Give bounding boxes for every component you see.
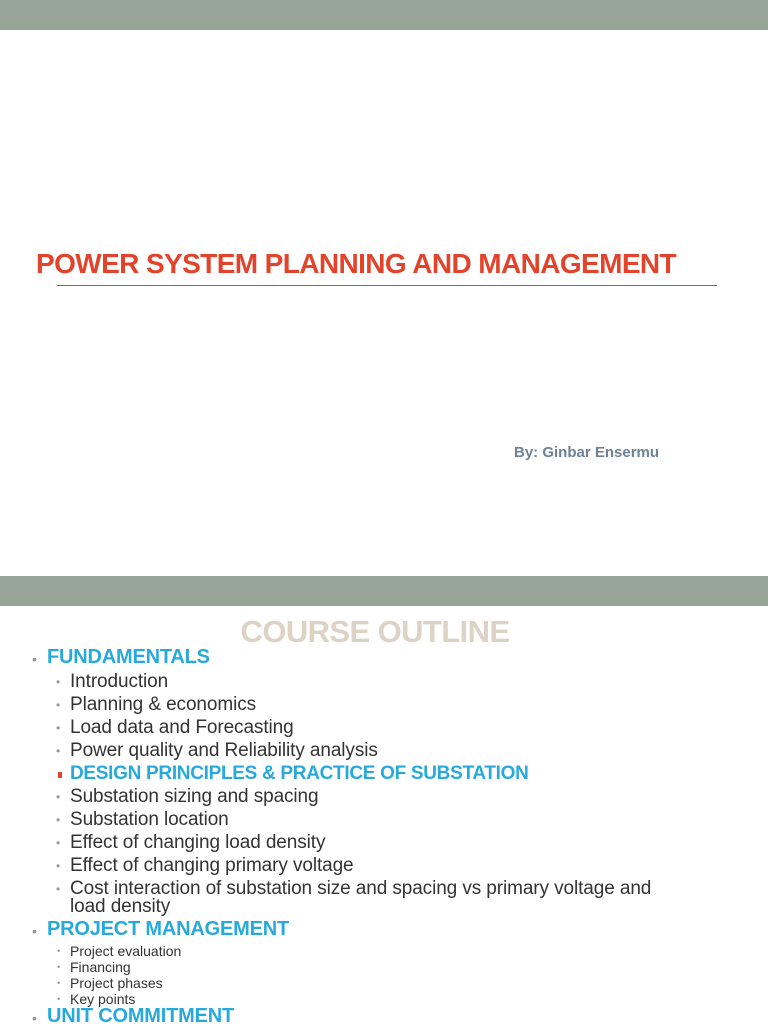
bullet-icon: • [56, 790, 61, 804]
bullet-icon: • [57, 994, 61, 1004]
bullet-icon: • [56, 859, 61, 873]
title-underline [57, 285, 717, 286]
bullet-icon: • [56, 813, 61, 827]
slide-divider-band [0, 576, 768, 606]
bullet-icon: • [32, 651, 37, 667]
bullet-icon: • [57, 946, 61, 956]
bullet-icon: • [56, 721, 61, 735]
slide1-title: POWER SYSTEM PLANNING AND MANAGEMENT [36, 248, 677, 279]
bullet-icon: • [57, 962, 61, 972]
bullet-icon: • [56, 698, 61, 712]
bullet-icon: • [56, 882, 61, 896]
square-bullet-icon [58, 772, 62, 778]
bullet-icon: • [56, 675, 61, 689]
bullet-icon: • [56, 744, 61, 758]
bullet-icon: • [32, 1010, 37, 1026]
bullet-icon: • [57, 978, 61, 988]
bullet-icon: • [32, 923, 37, 939]
course-outline-title: COURSE OUTLINE [240, 614, 510, 649]
slide-top-band [0, 0, 768, 30]
bullet-icon: • [56, 836, 61, 850]
author-line: By: Ginbar Ensermu [514, 444, 660, 461]
